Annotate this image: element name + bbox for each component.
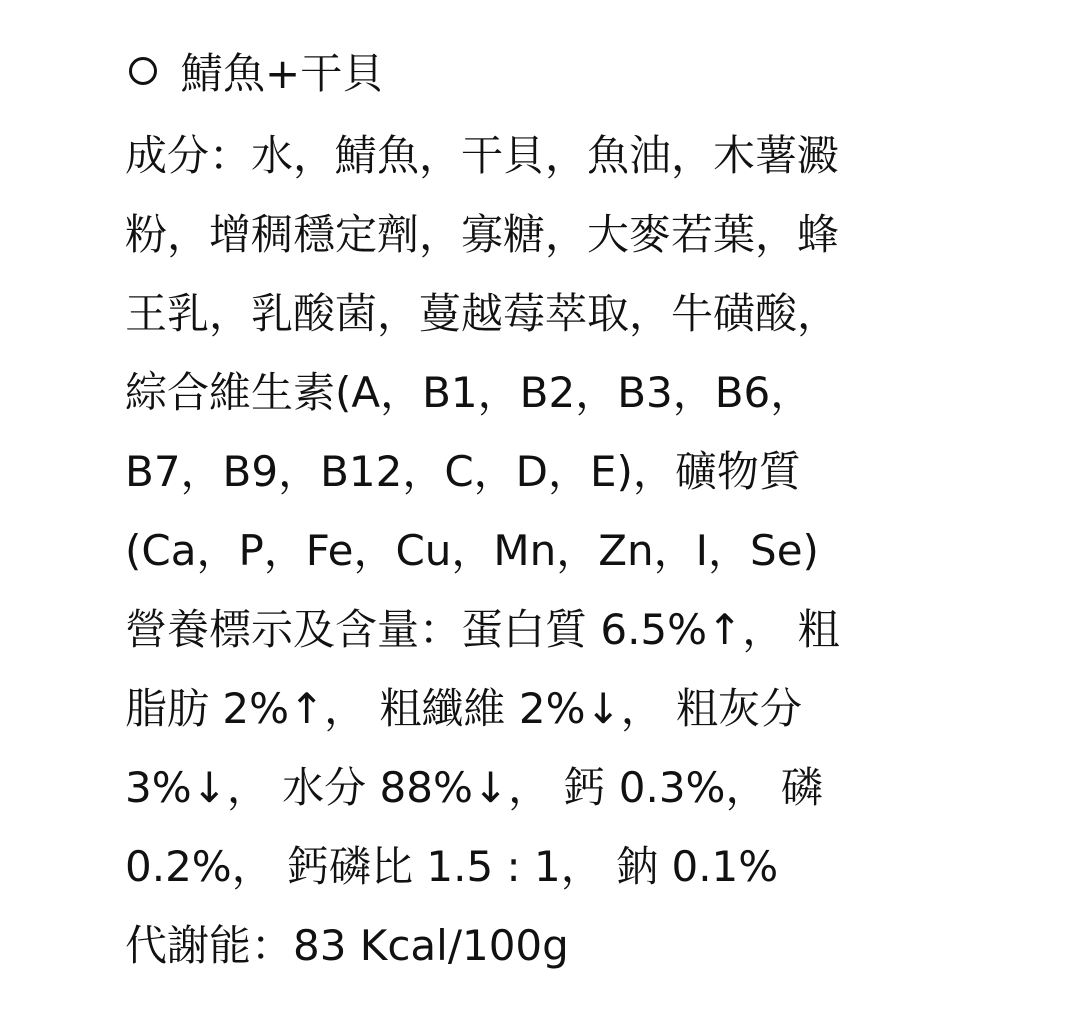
text-line: 0.2%， 鈣磷比 1.5 : 1， 鈉 0.1% xyxy=(125,842,779,891)
circle-bullet-icon xyxy=(129,57,157,85)
text-line: 3%↓， 水分 88%↓， 鈣 0.3%， 磷 xyxy=(125,763,823,812)
text-line: B7，B9，B12，C，D，E)，礦物質 xyxy=(125,447,801,496)
text-line: 脂肪 2%↑， 粗纖維 2%↓， 粗灰分 xyxy=(125,684,803,733)
ingredients-text xyxy=(125,116,945,985)
text-line: 營養標示及含量：蛋白質 6.5%↑， 粗 xyxy=(125,605,840,654)
text-line: 王乳，乳酸菌，蔓越莓萃取，牛磺酸， xyxy=(125,289,840,338)
text-line: 成分：水，鯖魚，干貝，魚油，木薯澱 xyxy=(125,131,840,180)
product-title: 鯖魚+干貝 xyxy=(181,49,385,98)
text-line: (Ca，P，Fe，Cu，Mn，Zn，I，Se) xyxy=(125,526,819,575)
text-line: 粉，增稠穩定劑，寡糖，大麥若葉，蜂 xyxy=(125,210,840,259)
text-line: 代謝能：83 Kcal/100g xyxy=(125,921,569,970)
product-title-row xyxy=(125,40,945,102)
product-info-document xyxy=(125,40,945,985)
text-line: 綜合維生素(A，B1，B2，B3，B6， xyxy=(125,368,813,417)
